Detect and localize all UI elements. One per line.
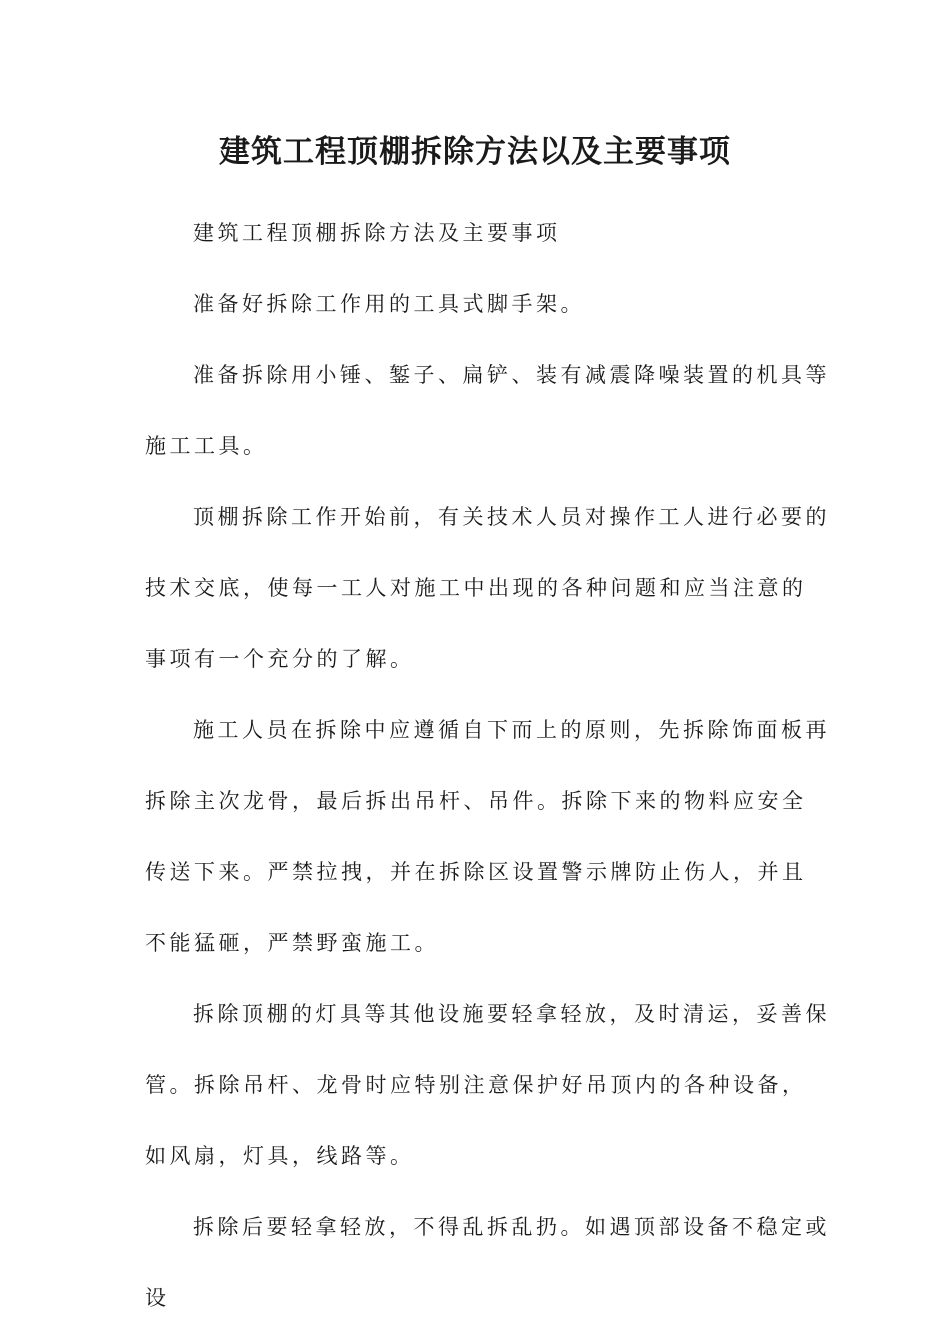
paragraph: 准备好拆除工作用的工具式脚手架。 [193,292,585,316]
paragraph: 顶棚拆除工作开始前，有关技术人员对操作工人进行必要的技术交底，使每一工人对施工中出现的各种问题和应当注意的事项有一个充分的了解。 [145,505,830,671]
document-title: 建筑工程顶棚拆除方法以及主要事项 [219,134,731,170]
paragraph: 施工人员在拆除中应遵循自下而上的原则，先拆除饰面板再拆除主次龙骨，最后拆出吊杆、吊件。拆除下来的物料应安全传送下来。严禁拉拽，并在拆除区设置警示牌防止伤人，并且不能猛砸，严禁野蛮施工。 [145,718,830,955]
document-body [145,198,830,1334]
paragraph: 拆除顶棚的灯具等其他设施要轻拿轻放，及时清运，妥善保管。拆除吊杆、龙骨时应特别注意保护好吊顶内的各种设备，如风扇，灯具，线路等。 [145,1002,830,1168]
paragraph: 建筑工程顶棚拆除方法及主要事项 [193,221,561,245]
paragraph: 准备拆除用小锤、錾子、扁铲、装有减震降噪装置的机具等施工工具。 [145,363,830,458]
paragraph: 拆除后要轻拿轻放，不得乱拆乱扔。如遇顶部设备不稳定或设 [145,1215,830,1310]
